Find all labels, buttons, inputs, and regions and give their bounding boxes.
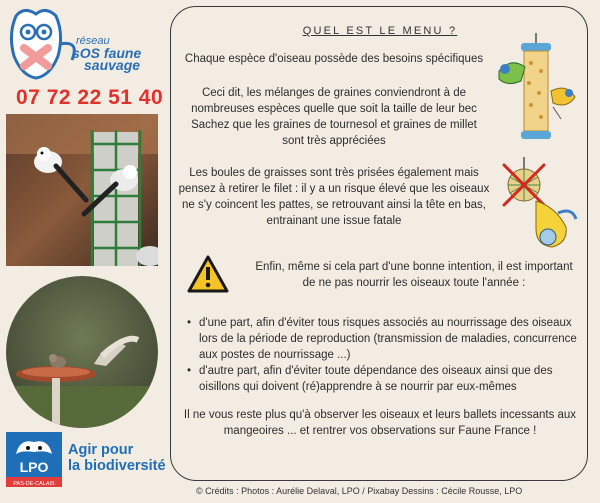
logo-line2: sOS faune: [72, 45, 142, 61]
left-column: [0, 0, 165, 503]
warning-triangle-icon: [187, 255, 229, 293]
birds-on-feeder-photo: [6, 114, 158, 266]
list-item: • d'autre part, afin d'éviter toute dépendance des oiseaux ainsi que des oisillons qui doivent (ré)apprendre à se nourrir par eux-mêmes: [187, 363, 577, 395]
menu-card: [170, 6, 588, 481]
birdbath-photo: [6, 276, 158, 428]
paragraph-fat-balls: Les boules de graisses sont très prisées également mais pensez à retirer le filet : il y a un risque élevé que les oiseaux ne s'y coincent les pattes, se retrouvant ainsi la tête en bas, entrainant une issue fatale: [178, 167, 490, 227]
logo-line1: réseau: [76, 35, 110, 47]
credits: © Crédits : Photos : Aurélie Delaval, LPO / Pixabay Dessins : Cécile Rousse, LPO: [196, 486, 523, 496]
paragraph-needs: Chaque espèce d'oiseau possède des besoins spécifiques: [184, 53, 484, 65]
reasons-list: [187, 315, 577, 395]
lpo-region: PAS-DE-CALAIS: [13, 481, 55, 487]
paragraph-warning: Enfin, même si cela part d'une bonne intention, il est important de ne pas nourrir les oiseaux toute l'année :: [255, 261, 573, 289]
card-title: QUEL EST LE MENU ?: [302, 25, 458, 37]
phone-number: 07 72 22 51 40: [16, 86, 164, 109]
lpo-badge: LPO: [19, 459, 49, 475]
paragraph-conclusion: Il ne vous reste plus qu'à observer les oiseaux et leurs ballets incessants aux mangeoires ... et rentrer vos observations sur Faune France !: [183, 409, 577, 437]
logo-line3: sauvage: [84, 57, 141, 73]
sos-faune-sauvage-logo: [6, 4, 166, 86]
paragraph-seeds: Ceci dit, les mélanges de graines conviendront à de nombreuses espèces quelle que soit la taille de leur bec Sachez que les graines de tournesol et graines de millet sont très appréciées: [191, 87, 477, 147]
tagline-line1: Agir pour: [68, 442, 134, 458]
lpo-tagline: [68, 442, 168, 474]
tagline-line2: la biodiversité: [68, 458, 166, 474]
list-item: • d'une part, afin d'éviter tous risques associés au nourrissage des oiseaux lors de la période de reproduction (transmission de maladies, concurrence aux postes de nourrissage ...): [187, 315, 577, 363]
seed-feeder-drawing: [491, 31, 581, 151]
fat-ball-net-drawing: [496, 157, 581, 252]
